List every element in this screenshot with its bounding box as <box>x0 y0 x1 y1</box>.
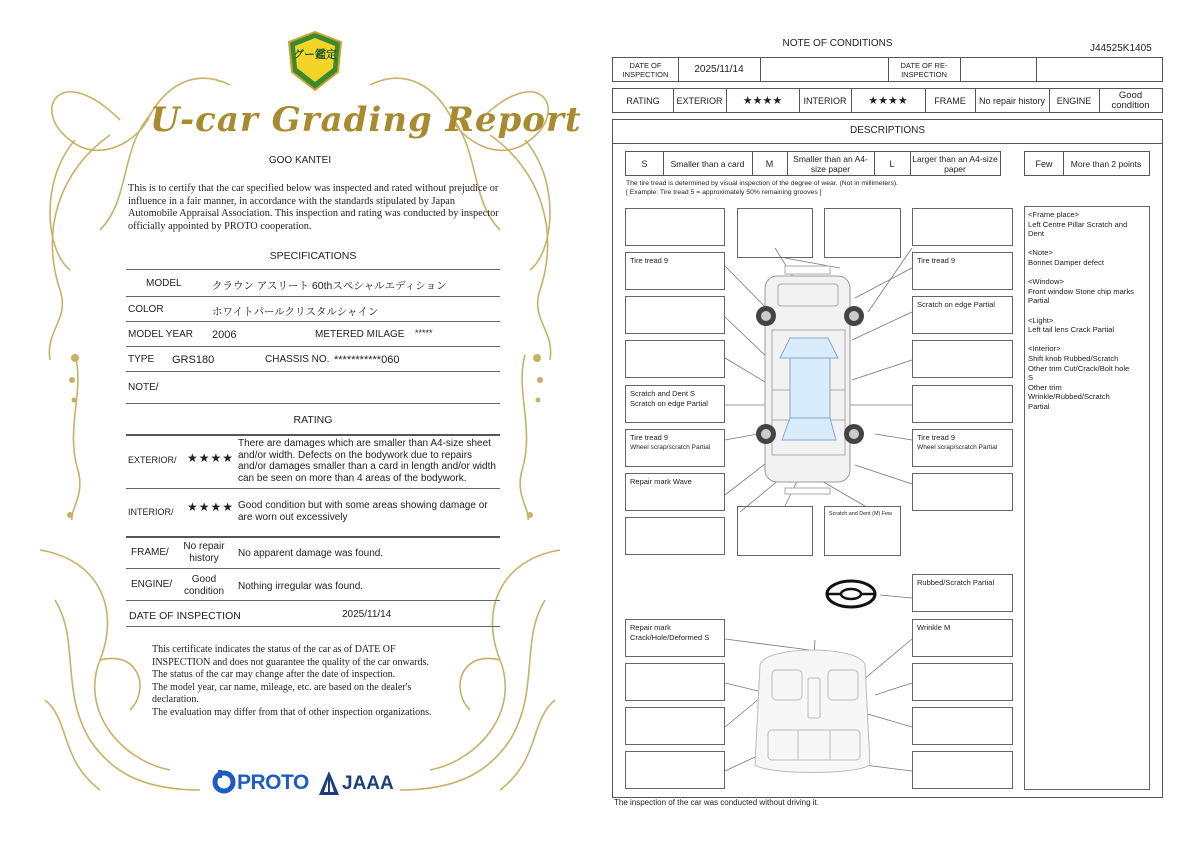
proto-logo-text: PROTO <box>237 771 309 794</box>
exterior-label: EXTERIOR <box>676 95 723 106</box>
description-line: Shift knob Rubbed/Scratch <box>1028 353 1119 363</box>
description-line: Partial <box>1028 401 1050 411</box>
proto-logo-icon <box>212 770 238 796</box>
description-line: S <box>1028 373 1034 383</box>
annotation-box <box>912 385 1013 423</box>
note-repair-wave: Repair mark Wave <box>630 477 692 486</box>
interior-stars: ★★★★ <box>187 500 235 514</box>
note-right-edge: Scratch on edge Partial <box>917 300 995 309</box>
description-line: <Interior> <box>1028 344 1061 354</box>
date-reinspection-label: DATE OF RE-INSPECTION <box>900 60 948 79</box>
note-wheel-rear-right: Wheel scrap/scratch Partial <box>917 443 998 451</box>
disclaimer-line: The status of the car may change after the date of inspection. <box>152 669 396 680</box>
annotation-box <box>625 429 725 467</box>
legend-s-desc: Smaller than a card <box>670 158 745 169</box>
note-title: NOTE OF CONDITIONS <box>782 38 893 49</box>
interior-stars: ★★★★ <box>868 94 908 107</box>
note-repair-crack-2: Crack/Hole/Deformed S <box>630 632 710 642</box>
exterior-stars: ★★★★ <box>187 451 235 465</box>
note-steering: Rubbed/Scratch Partial <box>917 578 995 587</box>
note-repair-crack-1: Repair mark <box>630 623 671 632</box>
annotation-box <box>912 429 1013 467</box>
date-inspection-label: DATE OF INSPECTION <box>622 60 669 79</box>
inspection-date-value: 2025/11/14 <box>342 609 392 620</box>
note-tire-rear-left: Tire tread 9 <box>630 433 669 442</box>
rating-label: RATING <box>626 95 660 106</box>
annotation-box <box>625 517 725 555</box>
chassis-label: CHASSIS NO. <box>265 354 330 365</box>
note-tire-front-right: Tire tread 9 <box>917 256 956 265</box>
annotation-box <box>737 208 813 258</box>
annotation-box <box>912 751 1013 789</box>
legend-m-desc: Smaller than an A4-size paper <box>793 153 868 174</box>
engine-description: Nothing irregular was found. <box>238 581 364 592</box>
annotation-box <box>912 574 1013 612</box>
annotation-box <box>912 663 1013 701</box>
color-label: COLOR <box>128 304 164 315</box>
description-line: Front window Stone chip marks <box>1028 286 1134 296</box>
legend-s: S <box>641 158 648 169</box>
reference-number: J44525K1405 <box>1090 43 1152 54</box>
certificate-disclaimer <box>152 644 492 719</box>
report-subtitle: GOO KANTEI <box>268 155 332 166</box>
certification-statement: This is to certify that the car specified below was inspected and rated without prejudice or influence in a fair manner, in accordance with the standards stipulated by Japan Automobile Appraisal Association. This inspection and rating was conducted by inspector officially appointed by PROTO cooperation. <box>128 183 499 232</box>
color-value: ホワイトパールクリスタルシャイン <box>212 306 379 318</box>
description-line: Other trim Cut/Crack/Bolt hole <box>1028 363 1130 373</box>
note-rear-scratch: Scratch and Dent (M) Few <box>829 511 892 517</box>
annotation-box <box>625 385 725 423</box>
note-left-side-1: Scratch and Dent S <box>630 389 696 398</box>
annotation-box <box>824 506 901 556</box>
annotation-box <box>625 707 725 745</box>
note-wrinkle: Wrinkle M <box>917 623 951 632</box>
metered-milage-label: METERED MILAGE <box>315 329 405 340</box>
description-line: Dent <box>1028 229 1045 239</box>
interior-label: INTERIOR <box>803 95 847 106</box>
inspection-footer: The inspection of the car was conducted without driving it. <box>614 798 819 807</box>
description-line: Left Centre Pillar Scratch and <box>1028 219 1128 229</box>
annotation-box <box>912 252 1013 290</box>
disclaimer-line: INSPECTION and does not guarantee the quality of the car onwards. <box>152 656 429 668</box>
annotation-box <box>625 340 725 378</box>
disclaimer-line: The evaluation may differ from that of other inspection organizations. <box>152 706 432 718</box>
annotation-box <box>912 473 1013 511</box>
annotation-box <box>625 252 725 290</box>
date-inspection-value: 2025/11/14 <box>694 63 744 75</box>
note-label: NOTE/ <box>128 382 159 393</box>
description-line: Partial <box>1028 296 1050 306</box>
engine-label: ENGINE/ <box>131 579 173 590</box>
description-line: <Note> <box>1028 248 1053 258</box>
type-label: TYPE <box>128 354 155 365</box>
description-line: Left tail lens Crack Partial <box>1028 325 1115 335</box>
metered-milage-value: ***** <box>415 328 433 338</box>
jaaa-logo-icon <box>318 770 340 796</box>
exterior-label: EXTERIOR/ <box>128 455 177 465</box>
legend-few: Few <box>1035 158 1053 169</box>
note-left-side-2: Scratch on edge Partial <box>630 398 708 408</box>
engine-label: ENGINE <box>1056 95 1092 106</box>
annotation-box <box>912 707 1013 745</box>
interior-description: Good condition but with some areas showing damage or are worn out excessively <box>238 500 488 523</box>
disclaimer-line: This certificate indicates the status of the car as of DATE OF <box>152 644 396 655</box>
frame-label: FRAME/ <box>131 547 169 558</box>
frame-value: No repair history <box>183 541 225 564</box>
legend-l-desc: Larger than an A4-size paper <box>912 153 998 174</box>
disclaimer-line: The model year, car name, mileage, etc. are based on the dealer's <box>152 681 412 693</box>
annotation-box <box>625 663 725 701</box>
annotation-box <box>912 296 1013 334</box>
annotation-box <box>625 296 725 334</box>
legend-few-desc: More than 2 points <box>1070 158 1142 169</box>
exterior-stars: ★★★★ <box>742 94 783 107</box>
exterior-description: There are damages which are smaller than A4-size sheet and/or width. Defects on the bodywork due to repairs and/or damages smaller than a card in length and/or width can be seen on more than 4 areas of the bodywork. <box>238 438 496 484</box>
descriptions-heading: DESCRIPTIONS <box>849 125 925 136</box>
legend-l: L <box>889 158 895 169</box>
description-line: Other trim <box>1028 382 1062 392</box>
description-line: Wrinkle/Rubbed/Scratch <box>1028 392 1110 402</box>
note-of-conditions <box>600 0 1200 848</box>
model-label: MODEL <box>146 278 182 289</box>
chassis-value: ***********060 <box>334 354 400 366</box>
interior-label: INTERIOR/ <box>128 507 174 517</box>
annotation-box <box>912 208 1013 246</box>
inspection-date-label: DATE OF INSPECTION <box>129 610 241 622</box>
description-line: <Frame place> <box>1028 210 1080 219</box>
engine-value: Good condition <box>1111 89 1150 111</box>
frame-value: No repair history <box>978 95 1046 106</box>
specifications-heading: SPECIFICATIONS <box>269 250 357 262</box>
jaaa-logo-text: JAAA <box>342 773 394 794</box>
frame-label: FRAME <box>934 95 966 106</box>
engine-value: Good condition <box>183 574 225 597</box>
annotation-box <box>912 340 1013 378</box>
annotation-box <box>625 751 725 789</box>
description-line: <Window> <box>1028 277 1064 287</box>
note-tire-rear-right: Tire tread 9 <box>917 433 956 442</box>
annotation-box <box>625 208 725 246</box>
note-wheel-rear-left: Wheel scrap/scratch Partial <box>630 443 711 451</box>
disclaimer-line: declaration. <box>152 694 199 705</box>
frame-description: No apparent damage was found. <box>238 548 384 559</box>
note-tire-front-left: Tire tread 9 <box>630 256 669 265</box>
type-value: GRS180 <box>172 354 215 366</box>
annotation-box <box>912 619 1013 657</box>
annotation-box <box>824 208 901 258</box>
rating-heading: RATING <box>293 414 333 426</box>
description-line: <Light> <box>1028 315 1054 325</box>
legend-m: M <box>765 158 774 169</box>
description-line: Bonnet Damper defect <box>1028 257 1104 267</box>
descriptions-list <box>1028 210 1148 411</box>
badge-text: グー鑑定 <box>293 49 337 61</box>
report-title: U-car Grading Report <box>150 100 582 140</box>
model-year-value: 2006 <box>212 329 237 341</box>
model-year-label: MODEL YEAR <box>128 329 194 340</box>
annotation-box <box>625 619 725 657</box>
tire-note-1: The tire tread is determined by visual inspection of the degree of wear. (Not in millimeters). <box>626 180 898 187</box>
tire-note-2: [ Example: Tire tread 5 = approximately 50% remaining grooves ] <box>626 189 822 196</box>
steering-wheel-icon <box>827 581 875 607</box>
annotation-box <box>737 506 813 556</box>
annotation-box <box>625 473 725 511</box>
model-value: クラウン アスリート 60thスペシャルエディション <box>212 280 447 292</box>
